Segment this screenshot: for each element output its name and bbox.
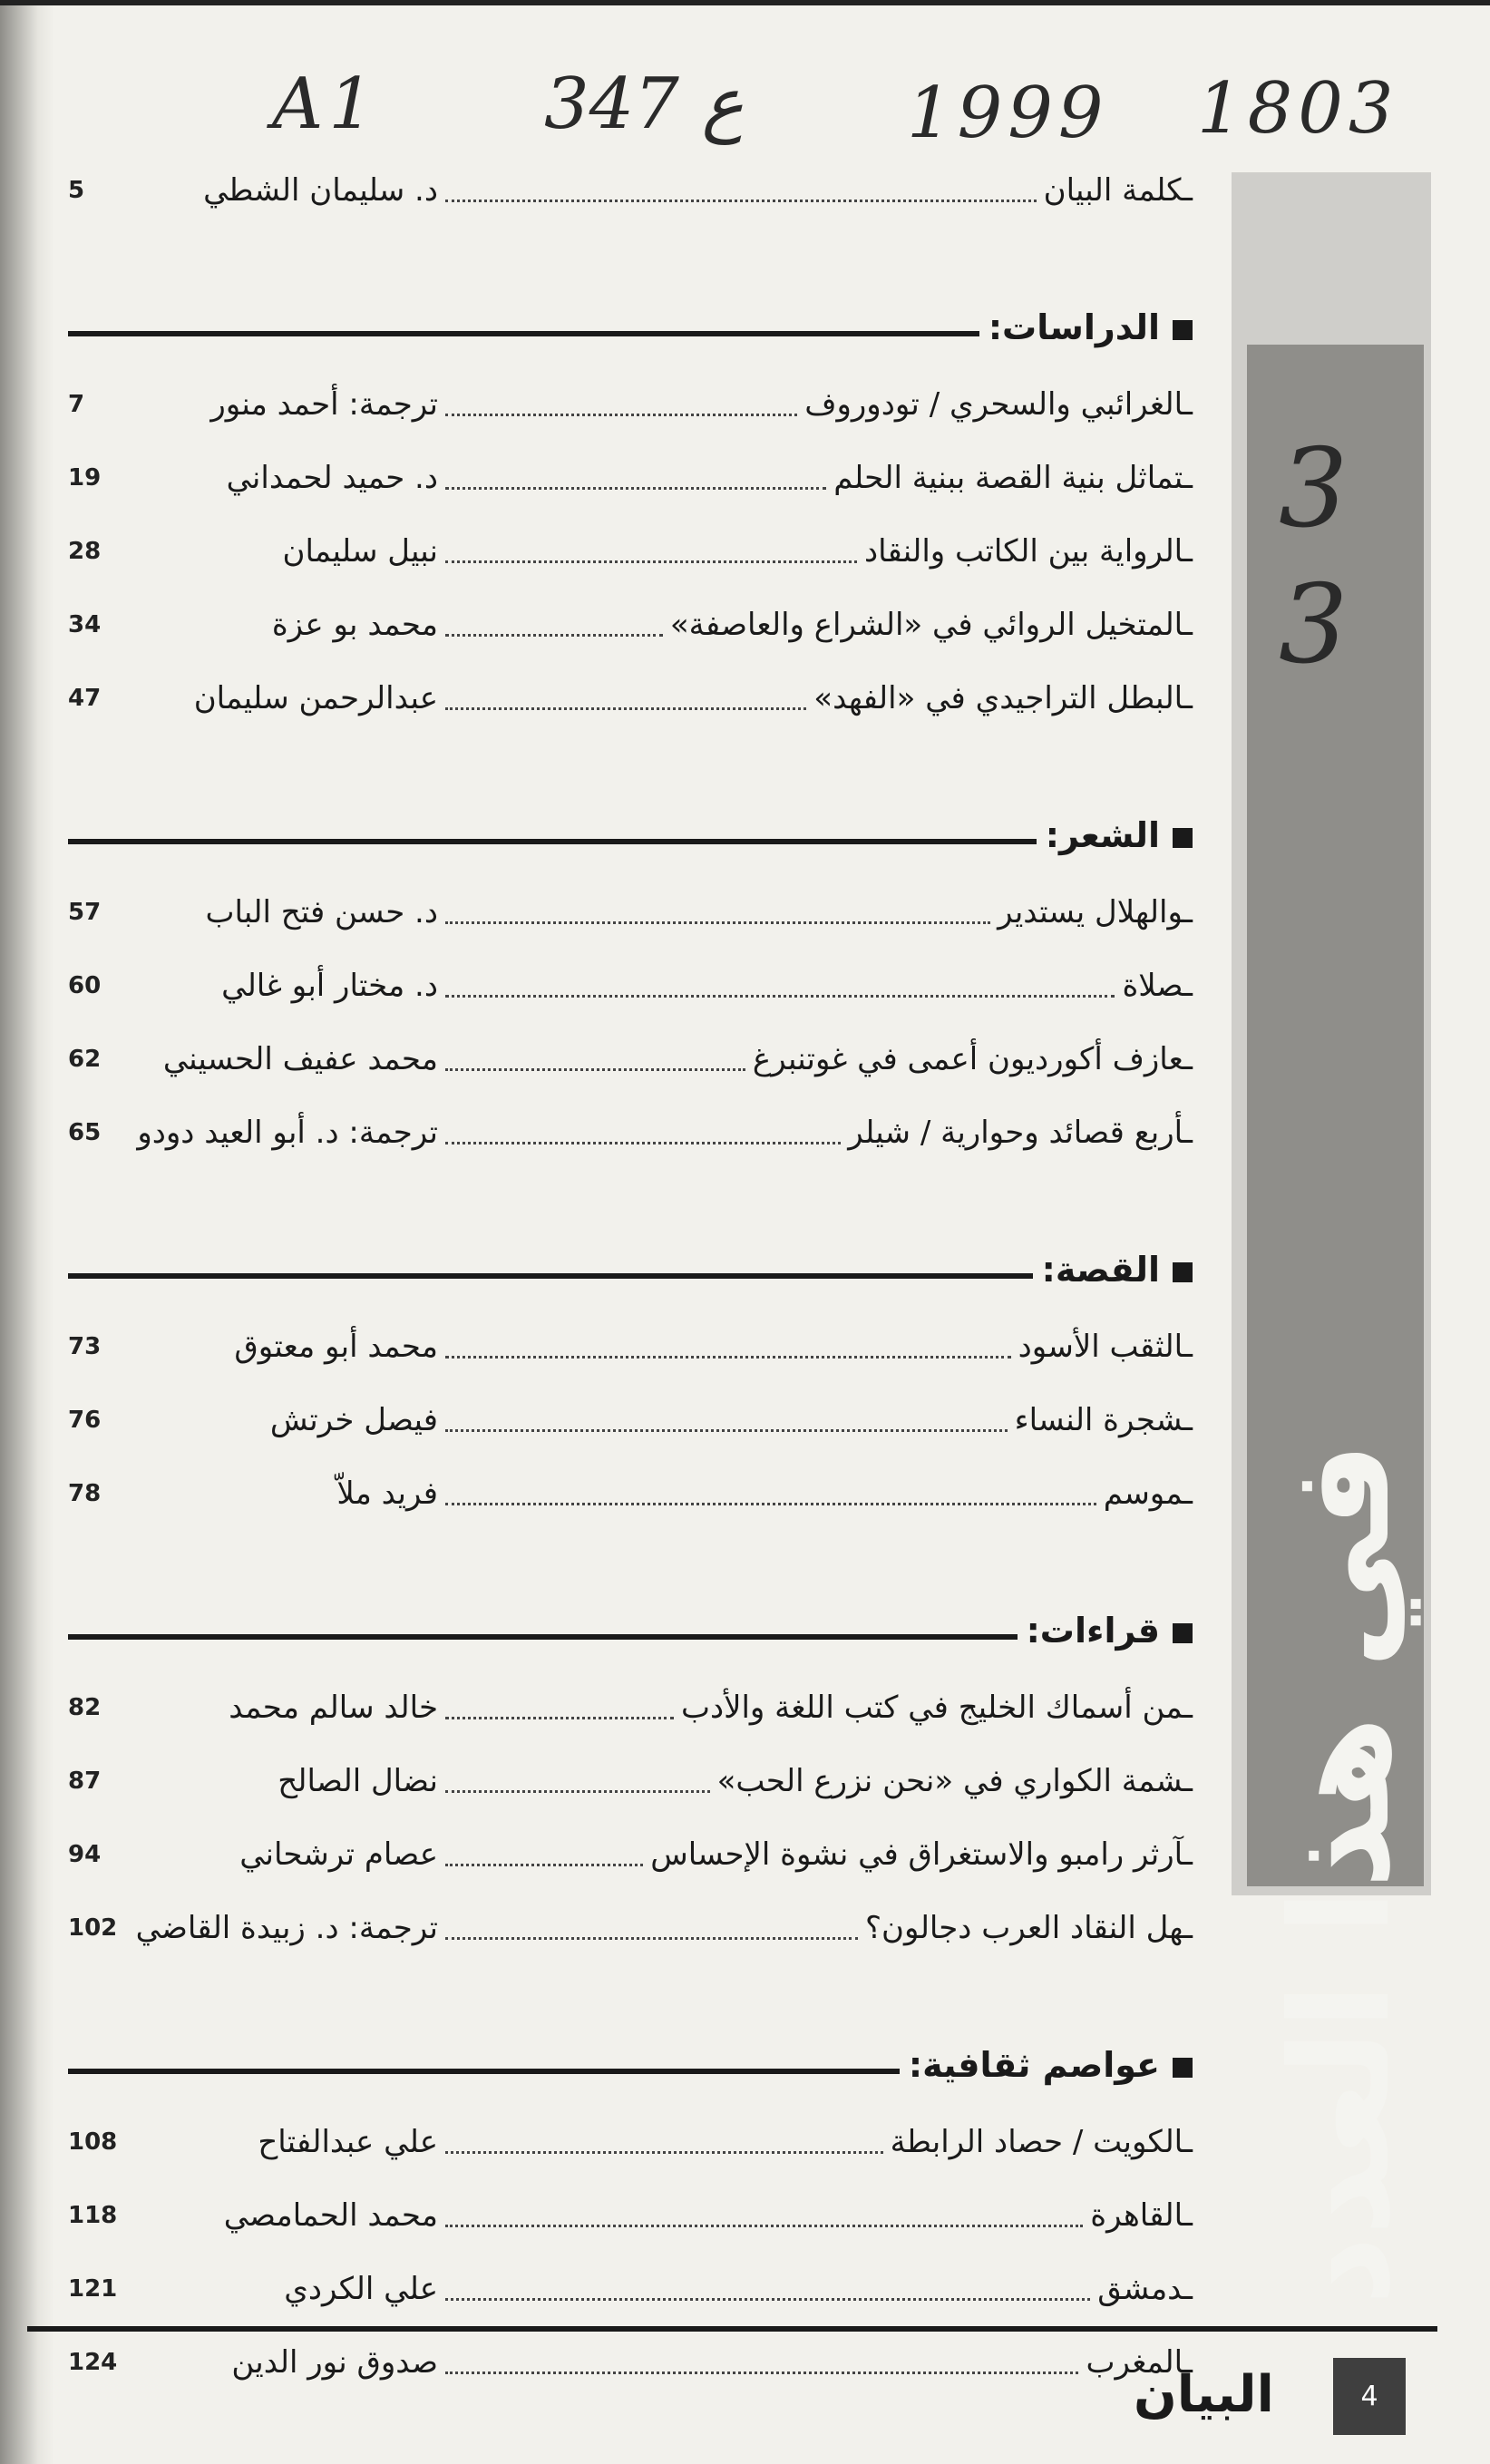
dot-leader: [445, 1142, 841, 1144]
toc-author: خالد سالم محمد: [229, 1690, 438, 1726]
dot-leader: [445, 560, 857, 563]
section-header: [68, 808, 1193, 872]
square-bullet-icon: [1173, 2058, 1193, 2078]
toc-author: عصام ترشحاني: [239, 1836, 438, 1873]
toc-entry: [68, 163, 1193, 218]
dot-leader: [445, 1937, 858, 1940]
dot-leader: [445, 487, 826, 490]
toc-entry: [68, 1105, 1193, 1160]
toc-page-number: 60: [68, 972, 102, 999]
handwritten-mark-2: 3: [1279, 562, 1349, 688]
section-heading-text: الدراسات:: [988, 307, 1160, 347]
dot-leader: [445, 1790, 710, 1793]
page-shadow: [0, 0, 54, 2464]
toc-entry: [68, 959, 1193, 1013]
toc-title: ـمن أسماك الخليج في كتب اللغة والأدب: [680, 1690, 1193, 1726]
toc-title: ـالقاهرة: [1090, 2197, 1193, 2234]
toc-author: د. حميد لحمداني: [226, 460, 438, 496]
toc-author: محمد عفيف الحسيني: [162, 1041, 438, 1077]
section-rule: [68, 839, 1037, 844]
section-heading-text: عواصم ثقافية:: [908, 2045, 1160, 2085]
toc-entry: [68, 1393, 1193, 1447]
toc-entry: [68, 671, 1193, 726]
square-bullet-icon: [1173, 1623, 1193, 1643]
section-header: [68, 2038, 1193, 2101]
toc-author: محمد الحمامصي: [223, 2197, 438, 2234]
toc-page-number: 82: [68, 1694, 102, 1721]
section-heading: [988, 307, 1193, 347]
handwritten-mark-1: 3: [1279, 426, 1349, 552]
dot-leader: [445, 995, 1115, 998]
dot-leader: [445, 1864, 643, 1866]
dot-leader: [445, 1503, 1096, 1505]
dot-leader: [445, 414, 797, 416]
toc-entry: [68, 2188, 1193, 2243]
toc-author: د. مختار أبو غالي: [221, 968, 438, 1004]
toc-author: ترجمة: أحمد منور: [210, 386, 438, 423]
toc-title: ـأربع قصائد وحوارية / شيلر: [848, 1115, 1193, 1151]
toc-page-number: 78: [68, 1480, 102, 1507]
toc-page-number: 73: [68, 1333, 102, 1360]
band-title: [1262, 1442, 1420, 1587]
toc-page-number: 102: [68, 1914, 118, 1942]
toc-entry: [68, 2262, 1193, 2316]
handwritten-note-year: 1999: [907, 73, 1109, 154]
toc-entry: [68, 451, 1193, 505]
toc-entry: [68, 1827, 1193, 1882]
toc-page-number: 87: [68, 1768, 102, 1795]
toc-entry: [68, 524, 1193, 579]
toc-entry: [68, 885, 1193, 940]
handwritten-note-347: 347 ع: [544, 63, 745, 145]
toc-page-number: 118: [68, 2202, 118, 2229]
toc-page-number: 28: [68, 538, 102, 565]
toc-page-number: 121: [68, 2275, 118, 2303]
toc-page-number: 7: [68, 391, 85, 418]
dot-leader: [445, 2225, 1083, 2227]
toc-title: ـوالهلال يستدير: [998, 894, 1193, 930]
section-heading: [909, 2045, 1193, 2085]
toc-title: ـكلمة البيان: [1043, 172, 1193, 209]
toc-page-number: 76: [68, 1407, 102, 1434]
toc-title: ـشمة الكواري في «نحن نزرع الحب»: [716, 1763, 1193, 1799]
toc-author: فريد ملاّ: [336, 1475, 438, 1512]
dot-leader: [445, 707, 806, 710]
section-heading-text: القصة:: [1041, 1250, 1160, 1290]
dot-leader: [445, 2151, 883, 2154]
toc-title: ـالكويت / حصاد الرابطة: [890, 2124, 1193, 2160]
section-rule: [68, 331, 979, 336]
toc-page-number: 62: [68, 1046, 102, 1073]
toc-title: ـالغرائبي والسحري / تودوروف: [804, 386, 1193, 423]
toc-entry: [68, 377, 1193, 432]
dot-leader: [445, 1429, 1008, 1432]
toc-entry: [68, 598, 1193, 652]
section-heading: [1046, 815, 1193, 855]
toc-author: محمد أبو معتوق: [234, 1329, 438, 1365]
section-heading: [1042, 1250, 1193, 1290]
toc-entry: [68, 1466, 1193, 1521]
toc-page-number: 5: [68, 177, 85, 204]
section-header: [68, 1603, 1193, 1667]
top-rule: [0, 0, 1490, 5]
toc-entry: [68, 1320, 1193, 1374]
dot-leader: [445, 2298, 1090, 2301]
toc-page-number: 47: [68, 685, 102, 712]
bottom-rule: [27, 2326, 1437, 2332]
dot-leader: [445, 2371, 1078, 2374]
toc-author: محمد بو عزة: [271, 607, 438, 643]
toc-author: د. حسن فتح الباب: [205, 894, 438, 930]
toc-author: د. سليمان الشطي: [203, 172, 438, 209]
toc-author: علي الكردي: [284, 2271, 438, 2307]
dot-leader: [445, 1068, 745, 1071]
toc-author: ترجمة: د. أبو العيد دودو: [137, 1115, 438, 1151]
section-header: [68, 1242, 1193, 1306]
toc-title: ـالثقب الأسود: [1018, 1329, 1193, 1365]
toc-entry: [68, 1754, 1193, 1808]
dot-leader: [445, 1356, 1011, 1359]
toc-page-number: 34: [68, 611, 102, 638]
toc-page-number: 19: [68, 464, 102, 492]
section-rule: [68, 1634, 1018, 1640]
toc-title: ـالمغرب: [1086, 2344, 1193, 2381]
handwritten-note-1803: 1803: [1197, 68, 1399, 150]
toc-author: علي عبدالفتاح: [258, 2124, 438, 2160]
toc-entry: [68, 1032, 1193, 1086]
section-heading-text: الشعر:: [1045, 815, 1160, 855]
toc-author: صدوق نور الدين: [231, 2344, 438, 2381]
toc-title: ـالمتخيل الروائي في «الشراع والعاصفة»: [669, 607, 1193, 643]
square-bullet-icon: [1173, 828, 1193, 848]
toc-author: نضال الصالح: [278, 1763, 438, 1799]
toc-entry: [68, 1680, 1193, 1735]
toc-title: ـشجرة النساء: [1014, 1402, 1193, 1438]
section-rule: [68, 2069, 900, 2074]
dot-leader: [445, 921, 990, 924]
toc-title: ـموسم: [1103, 1475, 1193, 1512]
toc-page-number: 124: [68, 2349, 118, 2376]
toc-title: ـتماثل بنية القصة ببنية الحلم: [833, 460, 1193, 496]
toc-title: ـآرثر رامبو والاستغراق في نشوة الإحساس: [650, 1836, 1193, 1873]
square-bullet-icon: [1173, 320, 1193, 340]
dot-leader: [445, 200, 1037, 202]
section-header: [68, 300, 1193, 364]
toc-author: نبيل سليمان: [282, 533, 438, 570]
page-number: 4: [1333, 2358, 1406, 2435]
dot-leader: [445, 1717, 674, 1719]
dot-leader: [445, 634, 663, 637]
magazine-logo: البيان: [1134, 2365, 1274, 2424]
toc-title: ـعازف أكورديون أعمى في غوتنبرغ: [752, 1041, 1193, 1077]
section-heading: [1027, 1611, 1193, 1651]
toc-page-number: 108: [68, 2128, 118, 2156]
toc-entry: [68, 1901, 1193, 1955]
toc-title: ـهل النقاد العرب دجالون؟: [864, 1910, 1193, 1946]
toc-title: ـالبطل التراجيدي في «الفهد»: [813, 680, 1193, 716]
toc-title: ـصلاة: [1122, 968, 1193, 1004]
toc-page-number: 65: [68, 1119, 102, 1146]
toc-page-number: 94: [68, 1841, 102, 1868]
toc-author: ترجمة: د. زبيدة القاضي: [135, 1910, 438, 1946]
toc-title: ـالرواية بين الكاتب والنقاد: [864, 533, 1193, 570]
toc-entry: [68, 2335, 1193, 2390]
toc-author: عبدالرحمن سليمان: [193, 680, 438, 716]
toc-page-number: 57: [68, 899, 102, 926]
toc-entry: [68, 2115, 1193, 2169]
toc-author: فيصل خرتش: [269, 1402, 438, 1438]
section-rule: [68, 1273, 1033, 1279]
toc-title: ـدمشق: [1097, 2271, 1193, 2307]
square-bullet-icon: [1173, 1262, 1193, 1282]
handwritten-note-a1: A1: [272, 63, 379, 145]
section-heading-text: قراءات:: [1026, 1611, 1160, 1651]
